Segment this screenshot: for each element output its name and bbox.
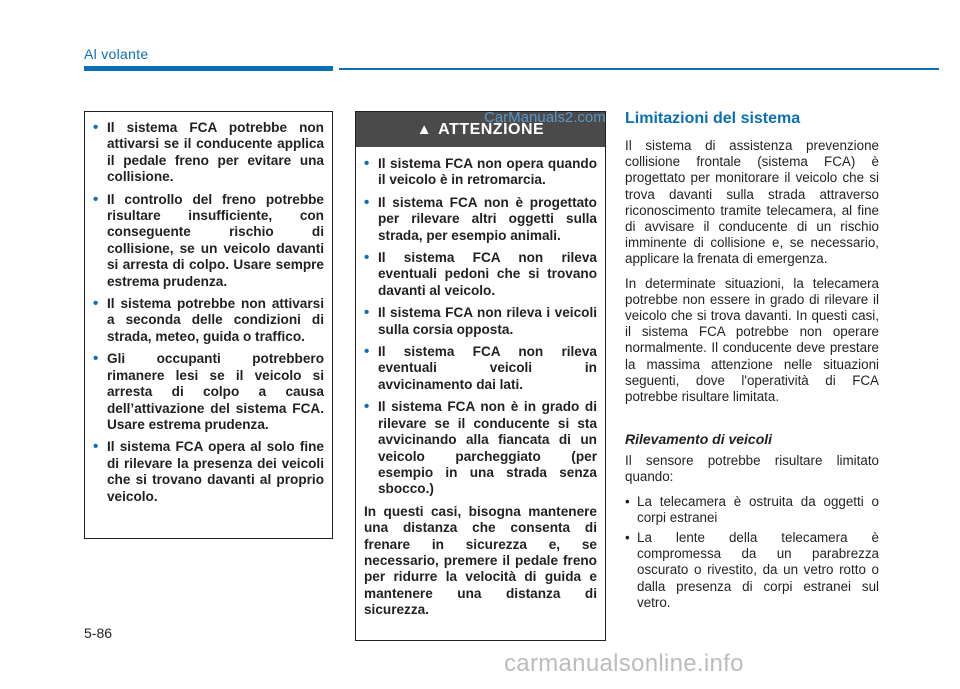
list-item: • Il sistema potrebbe non attivarsi a seconda delle condizioni di strada, meteo, guida o traffico. [93,296,324,345]
list-item: • Il sistema FCA non è progettato per rilevare altri oggetti sulla strada, per esempio animali. [364,195,597,244]
paragraph-limitations: In determinate situazioni, la telecamera potrebbe non essere in grado di rilevare il veicolo che si trova davanti. In questi casi, il sistema FCA potrebbe non operare normalmente. Il conducente deve prestare la massima attenzione nelle situazioni seguenti, dove l'operatività di FCA potrebbe risultare limitata. [625,275,879,405]
warning-box [355,111,606,641]
header-rule-thin [339,68,939,70]
list-item: • La lente della telecamera è compromessa da un parabrezza oscurato o rivestito, da un vetro rotto o dalla presenza di corpi estranei sul vetro. [625,530,879,611]
list-item: • Il sistema FCA non rileva eventuali pedoni che si trovano davanti al veicolo. [364,250,597,299]
warning-body [356,147,605,619]
list-item: • Il sistema FCA non opera quando il veicolo è in retromarcia. [364,156,597,189]
list-item: • Il sistema FCA non rileva i veicoli sulla corsia opposta. [364,305,597,338]
watermark-top: CarManuals2.com [484,109,606,126]
warning-list [364,156,597,498]
warning-closing-text: In questi casi, bisogna mantenere una distanza che consenta di frenare in sicurezza e, se necessario, premere il pedale freno per ridurre la velocità di guida e mantenere una distanza di sicurezza. [364,503,597,618]
page-number: 5-86 [84,625,113,641]
right-column [625,110,879,615]
list-item: • Il controllo del freno potrebbe risultare insufficiente, con conseguente rischio di collisione, se un veicolo davanti si arresta di colpo. Usare sempre estrema prudenza. [93,192,324,290]
paragraph-sensor: Il sensore potrebbe risultare limitato quando: [625,453,879,485]
watermark-bottom: carmanualsonline.info [504,650,744,677]
limitation-list [625,494,879,611]
section-title: Al volante [84,46,149,62]
list-item: • Il sistema FCA opera al solo fine di rilevare la presenza dei veicoli che si trovano davanti al proprio veicolo. [93,439,324,505]
caution-box [84,111,333,539]
list-item: • Il sistema FCA non è in grado di rilevare se il conducente si sta avvicinando alla fiancata di un veicolo parcheggiato (per esempio in una strada senza sbocco.) [364,399,597,497]
caution-list [93,120,324,505]
list-item: • Gli occupanti potrebbero rimanere lesi se il veicolo si arresta di colpo a causa dell’attivazione del sistema FCA. Usare estrema prudenza. [93,351,324,433]
list-item: • La telecamera è ostruita da oggetti o corpi estranei [625,494,879,526]
section-heading: Limitazioni del sistema [625,110,801,127]
list-item: • Il sistema FCA non rileva eventuali veicoli in avvicinamento dai lati. [364,344,597,393]
warning-triangle-icon: ▲ [416,121,433,138]
subsection-heading: Rilevamento di veicoli [625,431,773,448]
list-item: • Il sistema FCA potrebbe non attivarsi se il conducente applica il pedale freno per evitare una collisione. [93,120,324,186]
paragraph-intro: Il sistema di assistenza prevenzione collisione frontale (sistema FCA) è progettato per monitorare il veicolo che si trova davanti sulla strada attraverso riconoscimento tramite telecamera, al fine di avvisare il conducente di un rischio imminente di collisione e, se necessario, applicare la frenata di emergenza. [625,138,879,267]
warning-title: ATTENZIONE [438,120,545,138]
header-rule-thick [84,66,333,71]
